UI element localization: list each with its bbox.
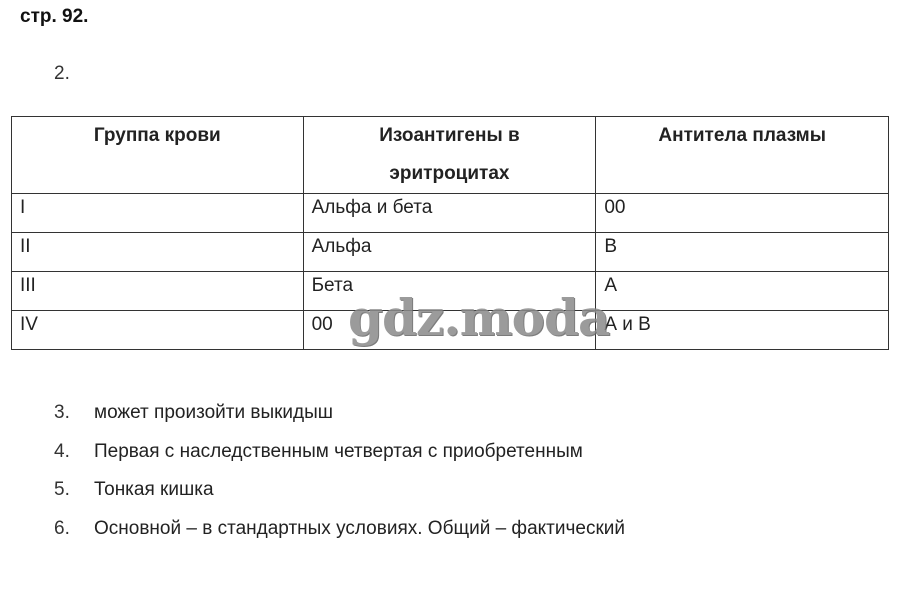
answers-list	[54, 402, 625, 556]
list-item	[54, 479, 625, 518]
answer-number: 5.	[54, 479, 70, 500]
answer-text: Основной – в стандартных условиях. Общий – фактический	[94, 517, 625, 539]
answer-text: Первая с наследственным четвертая с приобретенным	[94, 440, 583, 462]
watermark-logo: gdz.moda	[348, 288, 610, 347]
header-plasma-antibodies: Антитела плазмы	[596, 117, 889, 194]
answer-text: может произойти выкидыш	[94, 402, 334, 423]
list-item	[54, 441, 625, 480]
cell-isoantigens: Альфа и бета	[303, 194, 596, 233]
answer-number: 4.	[54, 440, 70, 462]
answer-text: Тонкая кишка	[94, 479, 214, 500]
cell-group: III	[12, 272, 304, 311]
list-item	[54, 402, 625, 441]
cell-group: I	[12, 194, 304, 233]
header-blood-group: Группа крови	[12, 117, 304, 194]
table-row	[12, 194, 889, 233]
cell-isoantigens: Альфа	[303, 233, 596, 272]
table-row	[12, 272, 889, 311]
table-header-row	[12, 117, 889, 194]
page-heading: стр. 92.	[20, 6, 89, 27]
cell-antibodies: 00	[596, 194, 889, 233]
answer-number: 3.	[54, 402, 70, 423]
item-number-2: 2.	[54, 63, 70, 84]
header-isoantigens: Изоантигены в эритроцитах	[303, 117, 596, 194]
blood-group-table	[11, 116, 889, 350]
cell-antibodies: А	[596, 272, 889, 311]
answer-number: 6.	[54, 517, 70, 539]
cell-group: II	[12, 233, 304, 272]
cell-isoantigens: Бета	[303, 272, 596, 311]
cell-antibodies: А и В	[596, 311, 889, 350]
cell-group: IV	[12, 311, 304, 350]
cell-isoantigens: 00	[303, 311, 596, 350]
cell-antibodies: В	[596, 233, 889, 272]
table-row	[12, 233, 889, 272]
table-row	[12, 311, 889, 350]
list-item	[54, 518, 625, 557]
